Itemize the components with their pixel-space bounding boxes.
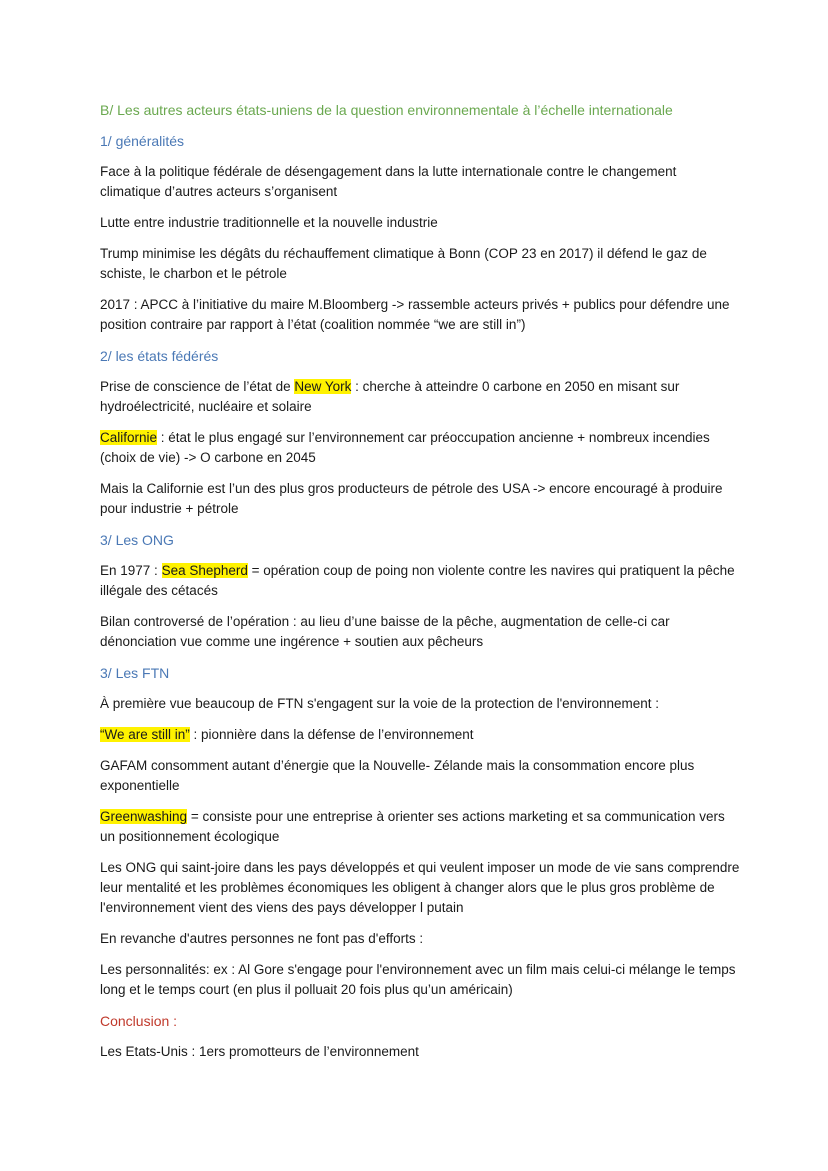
subsection-title-ong: 3/ Les ONG — [100, 532, 174, 548]
highlighted-term: Greenwashing — [100, 809, 188, 824]
highlighted-term: New York — [294, 379, 352, 394]
paragraph: Les Etats-Unis : 1ers promotteurs de l’environnement — [100, 1044, 419, 1059]
paragraph-text: En 1977 : — [100, 563, 162, 578]
paragraph — [100, 377, 740, 417]
subsection-title-etats-federes: 2/ les états fédérés — [100, 348, 219, 364]
paragraph-text: : pionnière dans la défense de l’environnement — [189, 727, 474, 742]
paragraph — [100, 725, 740, 745]
paragraph — [100, 807, 740, 847]
paragraph: Face à la politique fédérale de désengagement dans la lutte internationale contre le changement climatique d’autres acteurs s’organisent — [100, 164, 677, 199]
paragraph-text: Prise de conscience de l’état de — [100, 379, 295, 394]
paragraph: 2017 : APCC à l’initiative du maire M.Bloomberg -> rassemble acteurs privés + publics pour défendre une position contraire par rapport à l’état (coalition nommée “we are still in”) — [100, 297, 730, 332]
paragraph: Mais la Californie est l’un des plus gros producteurs de pétrole des USA -> encore encouragé à produire pour industrie + pétrole — [100, 481, 723, 516]
document-page — [100, 100, 740, 1073]
paragraph: En revanche d'autres personnes ne font pas d'efforts : — [100, 931, 424, 946]
paragraph: Bilan controversé de l’opération : au lieu d’une baisse de la pêche, augmentation de celle-ci car dénonciation vue comme une ingérence + soutien aux pêcheurs — [100, 614, 670, 649]
paragraph — [100, 561, 740, 601]
subsection-title-generalites: 1/ généralités — [100, 133, 185, 149]
paragraph-text: = consiste pour une entreprise à orienter ses actions marketing et sa communication vers un positionnement écologique — [100, 809, 725, 844]
paragraph-text: = opération coup de poing non violente contre les navires qui pratiquent la pêche illégale des cétacés — [100, 563, 735, 598]
paragraph-text: : cherche à atteindre 0 carbone en 2050 en misant sur hydroélectricité, nucléaire et solaire — [100, 379, 680, 414]
highlighted-term: Californie — [100, 430, 158, 445]
paragraph: Les personnalités: ex : Al Gore s'engage pour l'environnement avec un film mais celui-ci mélange le temps long et le temps court (en plus il polluait 20 fois plus qu’un américain) — [100, 962, 736, 997]
highlighted-term: “We are still in” — [100, 727, 190, 742]
paragraph: Lutte entre industrie traditionnelle et la nouvelle industrie — [100, 215, 438, 230]
highlighted-term: Sea Shepherd — [161, 563, 248, 578]
paragraph-text: : état le plus engagé sur l’environnement car préoccupation ancienne + nombreux incendies (choix de vie) -> O carbone en 2045 — [100, 430, 710, 465]
subsection-title-ftn: 3/ Les FTN — [100, 665, 170, 681]
paragraph: Les ONG qui saint-joire dans les pays développés et qui veulent imposer un mode de vie sans comprendre leur mentalité et les problèmes économiques les obligent à changer alors que le plus gros problème de l'environnement vient des viens des pays développer l putain — [100, 860, 740, 915]
paragraph: À première vue beaucoup de FTN s'engagent sur la voie de la protection de l'environnement : — [100, 696, 659, 711]
conclusion-title: Conclusion : — [100, 1013, 178, 1029]
paragraph: GAFAM consomment autant d’énergie que la Nouvelle- Zélande mais la consommation encore plus exponentielle — [100, 758, 695, 793]
section-title: B/ Les autres acteurs états-uniens de la question environnementale à l’échelle internationale — [100, 102, 673, 118]
paragraph: Trump minimise les dégâts du réchauffement climatique à Bonn (COP 23 en 2017) il défend le gaz de schiste, le charbon et le pétrole — [100, 246, 707, 281]
paragraph — [100, 428, 740, 468]
